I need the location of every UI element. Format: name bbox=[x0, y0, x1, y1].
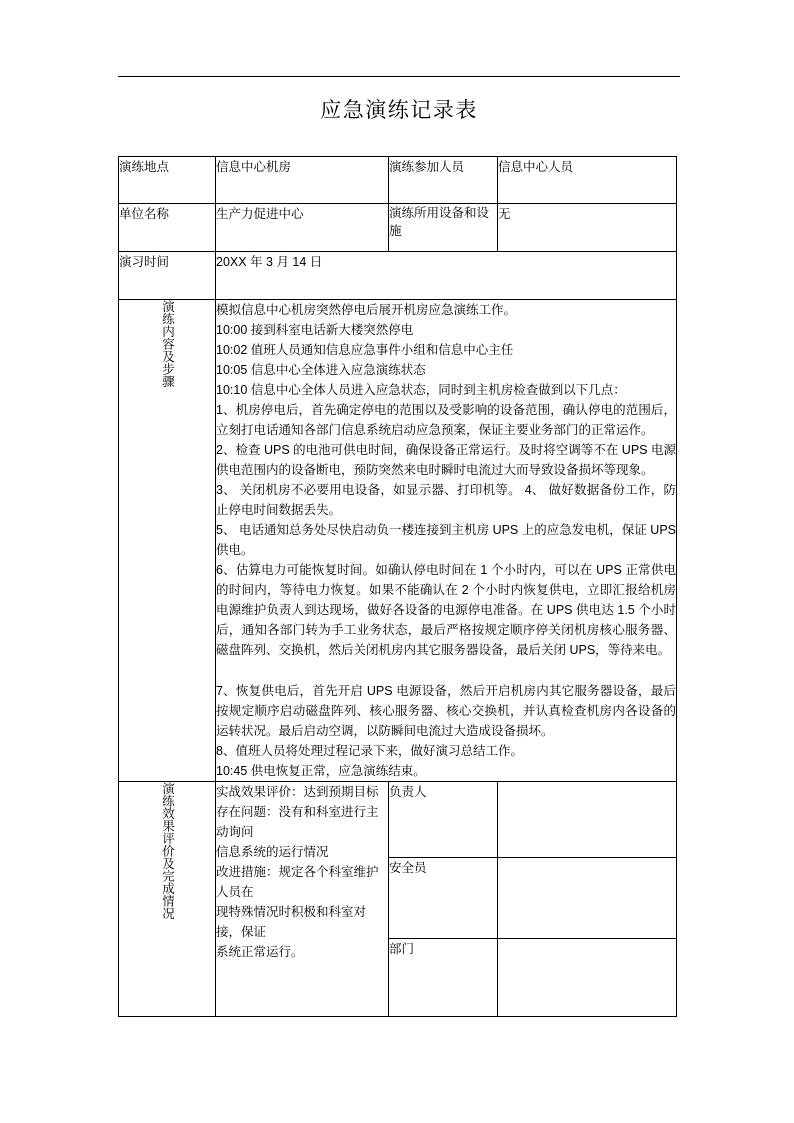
content-steps-label: 演练内容及步骤 bbox=[160, 300, 175, 388]
content-line: 10:05 信息中心全体进入应急演练状态 bbox=[216, 363, 426, 377]
signature-field-safety-officer[interactable] bbox=[498, 857, 677, 938]
page-title: 应急演练记录表 bbox=[320, 99, 478, 122]
drill-time-label: 演习时间 bbox=[119, 252, 216, 300]
table-row bbox=[119, 157, 677, 204]
content-line: 5、 电话通知总务处尽快启动负一楼连接到主机房 UPS 上的应急发电机，保证 UPS 供电。 bbox=[216, 523, 676, 557]
evaluation-line: 实战效果评价：达到预期目标 bbox=[216, 784, 379, 799]
table-row bbox=[119, 204, 677, 252]
content-steps-body bbox=[216, 300, 677, 782]
table-row bbox=[119, 252, 677, 300]
evaluation-label-cell bbox=[119, 781, 216, 1016]
emergency-drill-record-table bbox=[118, 156, 677, 1017]
evaluation-line: 系统正常运行。 bbox=[216, 944, 304, 959]
content-line: 8、值班人员将处理过程记录下来，做好演习总结工作。 bbox=[216, 743, 523, 758]
drill-participants-value: 信息中心人员 bbox=[498, 157, 677, 204]
unit-name-label: 单位名称 bbox=[119, 204, 216, 252]
evaluation-line: 信息系统的运行情况 bbox=[216, 844, 329, 859]
table-row-evaluation bbox=[119, 781, 677, 857]
drill-location-value: 信息中心机房 bbox=[216, 157, 389, 204]
drill-equipment-value: 无 bbox=[498, 204, 677, 252]
content-line: 1、机房停电后，首先确定停电的范围以及受影响的设备范围，确认停电的范围后，立刻打电话通知各部门信息系统启动应急预案，保证主要业务部门的正常运作。 bbox=[216, 403, 676, 437]
content-line: 6、估算电力可能恢复时间。如确认停电时间在 1 个小时内，可以在 UPS 正常供电的时间内，等待电力恢复。如果不能确认在 2 个小时内恢复供电，立即汇报给机房电源维护负责人到达现场，做好各设备的电源停电准备。在 UPS 供电达 1.5 个小时后，通知各部门转为手工业务状态，最后严格按规定顺序停关闭机房核心服务器、磁盘阵列、交换机，然后关闭机房内其它服务器设备，最后关闭 UPS，等待来电。 bbox=[216, 563, 676, 657]
signature-label-safety-officer: 安全员 bbox=[389, 857, 498, 938]
content-line: 模拟信息中心机房突然停电后展开机房应急演练工作。 bbox=[216, 303, 517, 317]
table-row-content bbox=[119, 300, 677, 782]
content-line-blank bbox=[216, 660, 676, 681]
content-line: 10:02 值班人员通知信息应急事件小组和信息中心主任 bbox=[216, 343, 514, 357]
header-rule bbox=[118, 76, 680, 77]
signature-label-department: 部门 bbox=[389, 938, 498, 1016]
drill-location-label: 演练地点 bbox=[119, 157, 216, 204]
drill-time-value: 20XX 年 3 月 14 日 bbox=[216, 252, 677, 300]
content-line: 2、检查 UPS 的电池可供电时间，确保设备正常运行。及时将空调等不在 UPS 电源供电范围内的设备断电，预防突然来电时瞬时电流过大而导致设备损坏等现象。 bbox=[216, 443, 676, 477]
content-line: 7、恢复供电后，首先开启 UPS 电源设备，然后开启机房内其它服务器设备，最后按规定顺序启动磁盘阵列、核心服务器、核心交换机，并认真检查机房内各设备的运转状况。最后启动空调，以防瞬间电流过大造成设备损坏。 bbox=[216, 683, 676, 738]
signature-label-manager: 负责人 bbox=[389, 781, 498, 857]
signature-field-manager[interactable] bbox=[498, 781, 677, 857]
unit-name-value: 生产力促进中心 bbox=[216, 204, 389, 252]
evaluation-body bbox=[216, 781, 389, 1016]
drill-participants-label: 演练参加人员 bbox=[389, 157, 498, 204]
content-line: 10:00 接到科室电话新大楼突然停电 bbox=[216, 323, 414, 337]
evaluation-line: 改进措施：规定各个科室维护人员在 bbox=[216, 864, 379, 899]
content-steps-label-cell bbox=[119, 300, 216, 782]
evaluation-line: 现特殊情况时积极和科室对接，保证 bbox=[216, 904, 367, 939]
evaluation-line: 存在问题：没有和科室进行主动询问 bbox=[216, 804, 379, 839]
evaluation-label: 演练效果评价及完成情况 bbox=[160, 781, 175, 920]
content-line: 10:10 信息中心全体人员进入应急状态，同时到主机房检查做到以下几点： bbox=[216, 383, 626, 397]
drill-equipment-label: 演练所用设备和设施 bbox=[389, 204, 498, 252]
content-line: 10:45 供电恢复正常，应急演练结束。 bbox=[216, 763, 426, 778]
content-line: 3、 关闭机房不必要用电设备，如显示器、打印机等。 4、 做好数据备份工作，防止停电时间数据丢失。 bbox=[216, 483, 676, 517]
signature-field-department[interactable] bbox=[498, 938, 677, 1016]
